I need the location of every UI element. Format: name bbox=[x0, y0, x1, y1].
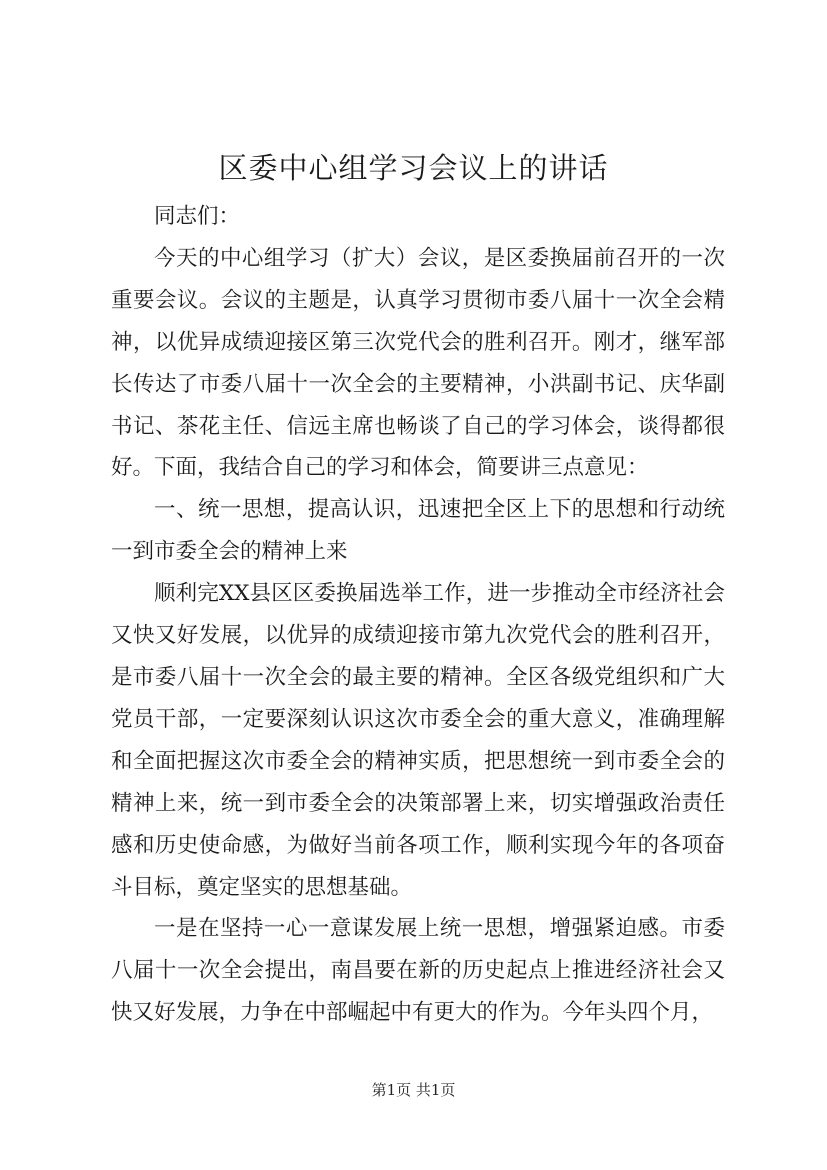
page-footer: 第1页 共1页 bbox=[371, 1081, 456, 1099]
paragraph-body: 顺利完XX县区区委换届选举工作，进一步推动全市经济社会又快又好发展，以优异的成绩迎接市第九次党代会的胜利召开，是市委八届十一次全会的最主要的精神。全区各级党组织和广大党员干部，一定要深刻认识这次市委全会的重大意义，准确理解和全面把握这次市委全会的精神实质，把思想统一到市委全会的精神上来，统一到市委全会的决策部署上来，切实增强政治责任感和历史使命感，为做好当前各项工作，顺利实现今年的各项奋斗目标，奠定坚实的思想基础。 bbox=[111, 581, 725, 900]
paragraph-point-one: 一是在坚持一心一意谋发展上统一思想，增强紧迫感。市委八届十一次全会提出，南昌要在新的历史起点上推进经济社会又快又好发展，力争在中部崛起中有更大的作为。今年头四个月， bbox=[111, 916, 725, 1026]
paragraph-intro: 今天的中心组学习（扩大）会议，是区委换届前召开的一次重要会议。会议的主题是，认真学习贯彻市委八届十一次全会精神，以优异成绩迎接区第三次党代会的胜利召开。刚才，继军部长传达了市委八届十一次全会的主要精神，小洪副书记、庆华副书记、茶花主任、信远主席也畅谈了自己的学习体会，谈得都很好。下面，我结合自己的学习和体会，简要讲三点意见： bbox=[111, 245, 725, 481]
document-title: 区委中心组学习会议上的讲话 bbox=[218, 151, 609, 185]
salutation: 同志们： bbox=[154, 204, 241, 229]
document-body bbox=[111, 196, 725, 1034]
section-heading: 一、统一思想，提高认识，迅速把全区上下的思想和行动统一到市委全会的精神上来 bbox=[111, 497, 725, 565]
